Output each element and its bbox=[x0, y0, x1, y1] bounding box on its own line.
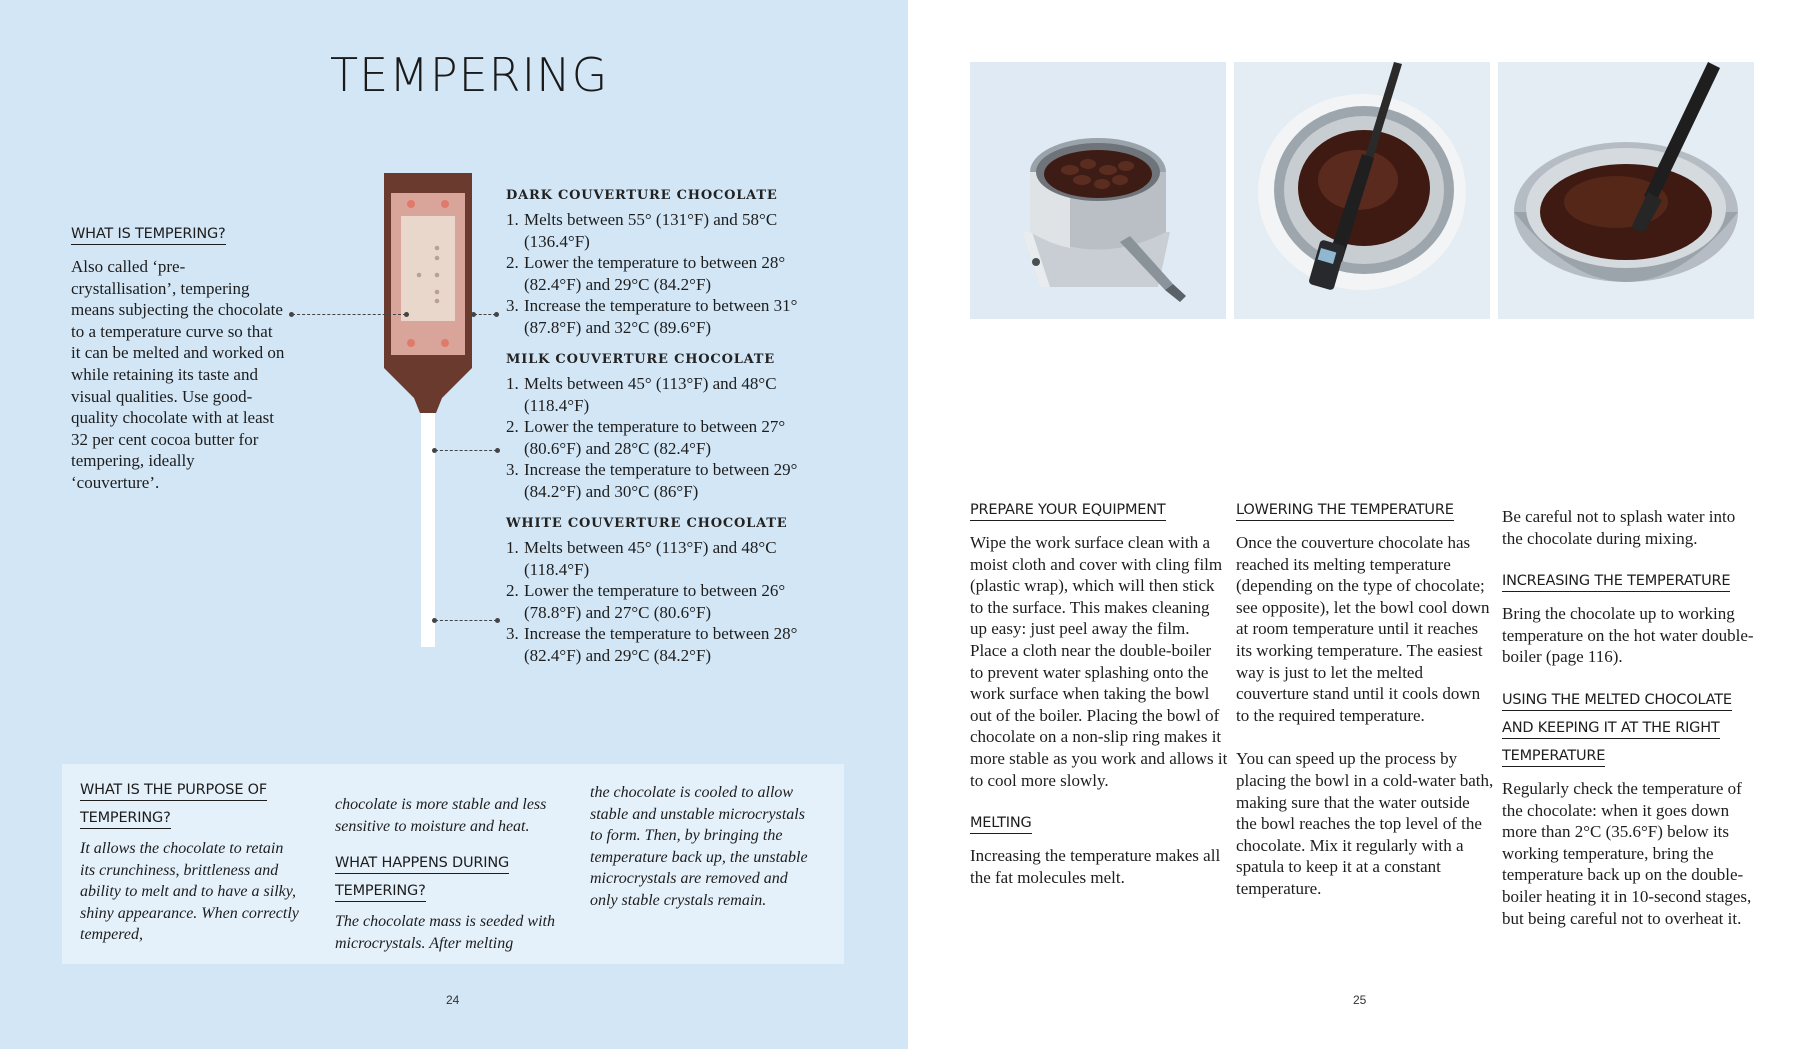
splash-note bbox=[1502, 506, 1760, 549]
temperature-step: 3. Increase the temperature to between 31° (87.8°F) and 32°C (89.6°F) bbox=[506, 296, 798, 337]
what-happens-text-cont: the chocolate is cooled to allow stable and unstable microcrystals to form. Then, by bringing the temperature back up, the unstable microcrystals are removed and only stable crystals remain. bbox=[590, 784, 808, 909]
temperature-steps bbox=[506, 373, 826, 502]
temperature-step: 2. Lower the temperature to between 26° (78.8°F) and 27°C (80.6°F) bbox=[506, 581, 786, 622]
temperature-step: 3. Increase the temperature to between 28° (82.4°F) and 29°C (84.2°F) bbox=[506, 624, 798, 665]
prepare-equipment-section bbox=[970, 496, 1228, 791]
leader-line bbox=[435, 620, 497, 621]
lowering-temperature-heading: LOWERING THE TEMPERATURE bbox=[1236, 496, 1494, 524]
what-is-tempering-text: Also called ‘pre-crystallisation’, tempering means subjecting the chocolate to a temperature curve so that it can be melted and worked on while retaining its taste and visual qualities. Use good-quality chocolate with at least 32 per cent cocoa butter for tempering, ideally ‘couverture’. bbox=[71, 257, 285, 492]
what-happens-heading: WHAT HAPPENS DURING TEMPERING? bbox=[335, 849, 557, 905]
melting-section bbox=[970, 809, 1228, 888]
leader-line bbox=[292, 314, 406, 315]
thermometer-led bbox=[441, 339, 449, 347]
right-column-3 bbox=[1502, 506, 1760, 929]
what-is-tempering-heading: WHAT IS TEMPERING? bbox=[71, 220, 286, 248]
spatula-bowl-photo bbox=[1498, 62, 1754, 319]
right-column-2 bbox=[1236, 496, 1494, 900]
thermometer-led bbox=[407, 339, 415, 347]
page-number: 25 bbox=[1353, 993, 1367, 1007]
what-is-tempering-section bbox=[71, 220, 286, 494]
thermometer-photo bbox=[1234, 62, 1490, 319]
leader-line bbox=[435, 450, 497, 451]
right-page bbox=[908, 0, 1814, 1049]
milk-chocolate-block bbox=[506, 352, 826, 502]
using-chocolate-text: Regularly check the temperature of the chocolate: when it goes down more than 2°C (35.6°F) below its working temperature, bring the temperature back up on the double-boiler heating it in 10-second stages, but being careful not to overheat it. bbox=[1502, 778, 1752, 928]
page-title: TEMPERING bbox=[330, 48, 609, 102]
lowering-temperature-section bbox=[1236, 496, 1494, 900]
prepare-equipment-text: Wipe the work surface clean with a moist cloth and cover with cling film (plastic wrap), which will then stick to the surface. This makes cleaning up easy: just peel away the film. Place a cloth near the double-boiler to prevent water splashing onto the work surface when taking the bowl out of the boiler. Placing the bowl of chocolate on a non-slip ring makes it more stable as you work and allows it to cool more slowly. bbox=[970, 533, 1228, 790]
purpose-column-2 bbox=[335, 776, 557, 954]
temperature-step: 1. Melts between 45° (113°F) and 48°C (118.4°F) bbox=[506, 374, 777, 415]
melting-pan-photo bbox=[970, 62, 1226, 319]
purpose-text-cont: chocolate is more stable and less sensitive to moisture and heat. bbox=[335, 796, 547, 835]
increasing-temperature-text: Bring the chocolate up to working temperature on the hot water double-boiler (page 116). bbox=[1502, 604, 1754, 667]
temperature-step: 2. Lower the temperature to between 27° (80.6°F) and 28°C (82.4°F) bbox=[506, 417, 786, 458]
purpose-column-1 bbox=[80, 776, 302, 946]
leader-dot bbox=[495, 618, 500, 623]
chocolate-temperature-lists bbox=[506, 188, 826, 680]
prepare-equipment-heading: PREPARE YOUR EQUIPMENT bbox=[970, 496, 1228, 524]
purpose-column-3 bbox=[590, 782, 812, 912]
splash-note-text: Be careful not to splash water into the chocolate during mixing. bbox=[1502, 507, 1736, 548]
increasing-temperature-section bbox=[1502, 567, 1760, 668]
leader-line bbox=[474, 314, 496, 315]
leader-dot bbox=[495, 448, 500, 453]
melting-heading: MELTING bbox=[970, 809, 1228, 837]
temperature-step: 1. Melts between 45° (113°F) and 48°C (118.4°F) bbox=[506, 538, 777, 579]
lowering-temperature-text: Once the couverture chocolate has reached its melting temperature (depending on the type of chocolate; see opposite), let the bowl cool down at room temperature until it reaches its working temperature. The easiest way is just to let the melted couverture stand until it cools down to the required temperature. You can speed up the process by placing the bowl in a cold-water bath, making sure that the water outside the bowl reaches the top level of the chocolate. Mix it regularly with a spatula to keep it at a constant temperature. bbox=[1236, 533, 1494, 898]
leader-dot bbox=[494, 312, 499, 317]
using-chocolate-heading: USING THE MELTED CHOCOLATE AND KEEPING IT AT THE RIGHT TEMPERATURE bbox=[1502, 686, 1760, 770]
temperature-step: 1. Melts between 55° (131°F) and 58°C (136.4°F) bbox=[506, 210, 778, 251]
chocolate-heading: WHITE COUVERTURE CHOCOLATE bbox=[506, 516, 788, 531]
process-photos bbox=[970, 62, 1758, 319]
purpose-text: It allows the chocolate to retain its crunchiness, brittleness and ability to melt and to have a silky, shiny appearance. When correctly tempered, bbox=[80, 840, 299, 944]
white-chocolate-block bbox=[506, 516, 826, 666]
what-happens-text: The chocolate mass is seeded with microcrystals. After melting bbox=[335, 913, 555, 952]
melting-text: Increasing the temperature makes all the fat molecules melt. bbox=[970, 846, 1221, 887]
chocolate-heading: DARK COUVERTURE CHOCOLATE bbox=[506, 188, 778, 203]
leader-dot bbox=[404, 312, 409, 317]
thermometer-display bbox=[401, 216, 455, 321]
purpose-heading: WHAT IS THE PURPOSE OF TEMPERING? bbox=[80, 776, 302, 832]
dark-chocolate-block bbox=[506, 188, 826, 338]
purpose-box bbox=[62, 764, 844, 964]
temperature-step: 3. Increase the temperature to between 29° (84.2°F) and 30°C (86°F) bbox=[506, 460, 798, 501]
temperature-steps bbox=[506, 537, 826, 666]
page-number: 24 bbox=[446, 993, 460, 1007]
thermometer-led bbox=[441, 200, 449, 208]
right-column-1 bbox=[970, 496, 1228, 888]
increasing-temperature-heading: INCREASING THE TEMPERATURE bbox=[1502, 567, 1760, 595]
temperature-step: 2. Lower the temperature to between 28° (82.4°F) and 29°C (84.2°F) bbox=[506, 253, 786, 294]
thermometer-illustration bbox=[384, 173, 472, 647]
using-chocolate-section bbox=[1502, 686, 1760, 929]
thermometer-led bbox=[407, 200, 415, 208]
chocolate-heading: MILK COUVERTURE CHOCOLATE bbox=[506, 352, 775, 367]
temperature-steps bbox=[506, 209, 826, 338]
